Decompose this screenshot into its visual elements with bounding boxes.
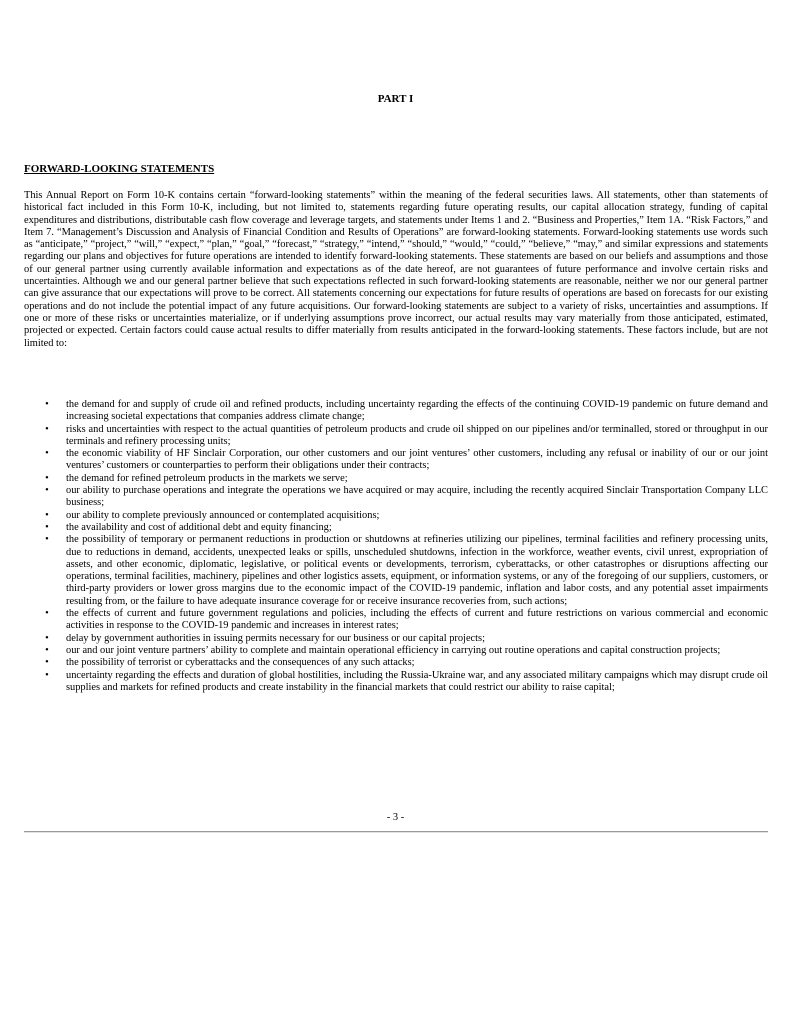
list-item [24, 534, 768, 608]
list-item [24, 424, 768, 449]
risk-factor-list [24, 399, 768, 694]
bullet-icon: • [45, 423, 49, 435]
list-item-text: the possibility of terrorist or cyberattacks and the consequences of any such attacks; [66, 657, 415, 669]
list-item-text: the economic viability of HF Sinclair Corporation, our other customers and our joint ventures’ other customers, including any refusal or inability of our or our joint ventures’ customers or counterparties to perform their obligations under their contracts; [66, 448, 768, 472]
list-item-text: uncertainty regarding the effects and duration of global hostilities, including the Russia-Ukraine war, and any associated military campaigns which may disrupt crude oil supplies and markets for refined products and create instability in the financial markets that could restrict our ability to raise capital; [66, 669, 768, 693]
bullet-icon: • [45, 509, 49, 521]
list-item-text: our and our joint venture partners’ ability to complete and maintain operational efficiency in carrying out routine operations and capital construction projects; [66, 644, 721, 656]
bullet-icon: • [45, 534, 49, 546]
list-item-text: risks and uncertainties with respect to the actual quantities of petroleum products and crude oil shipped on our pipelines and/or terminalled, stored or throughput in our terminals and refinery processing units; [66, 423, 768, 447]
list-item [24, 608, 768, 633]
list-item-text: the possibility of temporary or permanent reductions in production or shutdowns at refineries utilizing our pipelines, terminal facilities and refinery processing units, due to reductions in demand, accidents, unexpected leaks or spills, unscheduled shutdowns, infection in the workforce, weather events, civil unrest, expropriation of assets, and other economic, diplomatic, legislative, or political events or developments, terrorism, cyberattacks, or other catastrophes or disruptions affecting our operations, terminal facilities, machinery, pipelines and other logistics assets, equipment, or information systems, or any of the foregoing of our suppliers, customers, or third-party providers or lower gross margins due to the economic impact of the COVID-19 pandemic, inflation and labor costs, and any potential asset impairments resulting from, or the failure to have adequate insurance coverage for or receive insurance recoveries from, such actions; [66, 534, 768, 607]
list-item [24, 448, 768, 473]
bullet-icon: • [45, 448, 49, 460]
list-item-text: the effects of current and future government regulations and policies, including the effects of current and future restrictions on various commercial and economic activities in response to the COVID-19 pandemic and increases in interest rates; [66, 608, 768, 632]
list-item [24, 510, 768, 522]
bullet-icon: • [45, 485, 49, 497]
section-heading: FORWARD-LOOKING STATEMENTS [24, 163, 215, 175]
list-item [24, 645, 768, 657]
list-item [24, 473, 768, 485]
list-item [24, 657, 768, 669]
list-item [24, 522, 768, 534]
list-item-text: our ability to complete previously announced or contemplated acquisitions; [66, 509, 380, 521]
list-item [24, 633, 768, 645]
part-title: PART I [377, 93, 414, 105]
list-item [24, 485, 768, 510]
list-item-text: the demand for refined petroleum products in the markets we serve; [66, 472, 348, 484]
bullet-icon: • [45, 644, 49, 656]
list-item-text: delay by government authorities in issuing permits necessary for our business or our capital projects; [66, 632, 485, 644]
bullet-icon: • [45, 657, 49, 669]
bullet-icon: • [45, 399, 49, 410]
list-item-text: our ability to purchase operations and integrate the operations we have acquired or may acquire, including the recently acquired Sinclair Transportation Company LLC business; [66, 485, 768, 509]
list-item-text: the availability and cost of additional debt and equity financing; [66, 521, 332, 533]
list-item [24, 399, 768, 424]
bullet-icon: • [45, 521, 49, 533]
bullet-icon: • [45, 669, 49, 681]
footer-divider [24, 831, 768, 832]
bullet-icon: • [45, 632, 49, 644]
bullet-icon: • [45, 608, 49, 620]
intro-paragraph: This Annual Report on Form 10-K contains certain “forward-looking statements” within the meaning of the federal securities laws. All statements, other than statements of historical fact included in this Form 10-K, including, but not limited to, statements regarding future operating results, our capital allocation strategy, funding of capital expenditures and distributions, distributable cash flow coverage and leverage targets, and statements under Items 1 and 2. “Business and Properties,” Item 1A. “Risk Factors,” and Item 7. “Management’s Discussion and Analysis of Financial Condition and Results of Operations” are forward-looking statements. Forward-looking statements use words such as “anticipate,” “project,” “will,” “expect,” “plan,” “goal,” “forecast,” “strategy,” “intend,” “should,” “would,” “could,” “believe,” “may,” and similar expressions and statements regarding our plans and objectives for future operations are intended to identify forward-looking statements. These statements are based on our beliefs and assumptions and those of our general partner using currently available information and expectations as of the date hereof, are not guarantees of future performance and involve certain risks and uncertainties. Although we and our general partner believe that such expectations reflected in such forward-looking statements are reasonable, neither we nor our general partner can give assurance that our expectations will prove to be correct. All statements concerning our expectations for future results of operations are based on forecasts for our existing operations and do not include the potential impact of any future acquisitions. Our forward-looking statements are subject to a variety of risks, uncertainties and assumptions. If one or more of these risks or uncertainties materialize, or if underlying assumptions prove incorrect, our actual results may vary materially from those anticipated, estimated, projected or expected. Certain factors could cause actual results to differ materially from results anticipated in the forward-looking statements. These factors include, but are not limited to: [24, 190, 768, 349]
list-item [24, 670, 768, 695]
page-number: - 3 - [386, 812, 405, 823]
bullet-icon: • [45, 472, 49, 484]
list-item-text: the demand for and supply of crude oil and refined products, including uncertainty regarding the effects of the continuing COVID-19 pandemic on future demand and increasing societal expectations that companies address climate change; [66, 399, 768, 423]
